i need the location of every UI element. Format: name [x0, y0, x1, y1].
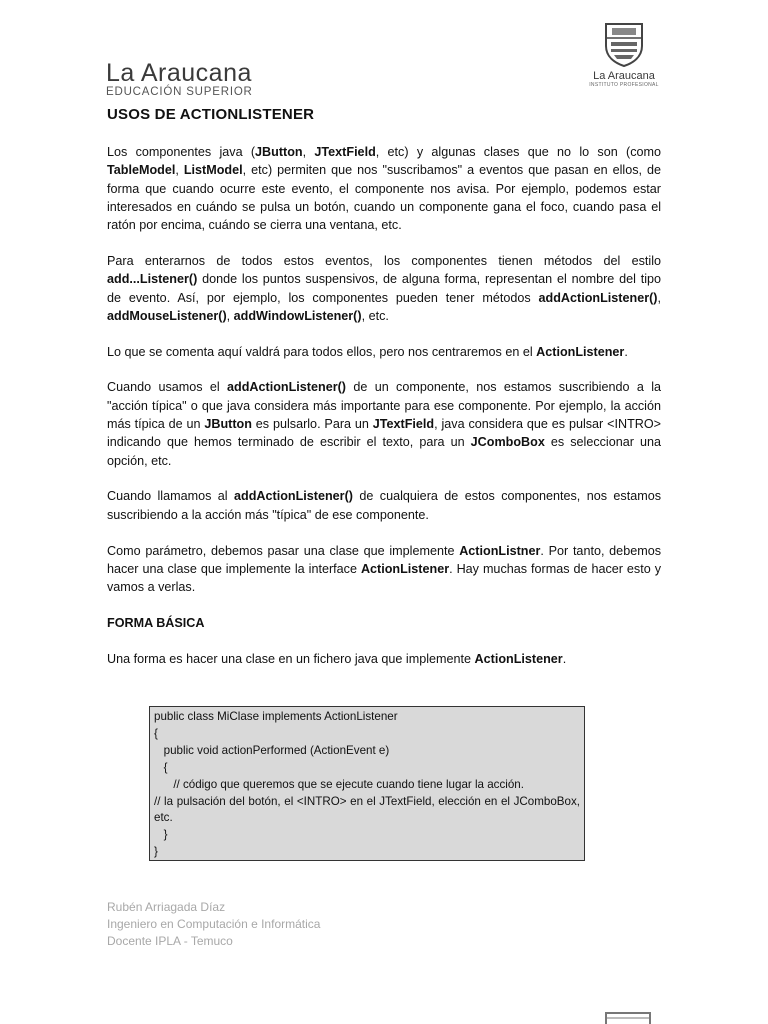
bottom-logo-fragment-icon: [600, 1010, 656, 1024]
right-logo: [582, 22, 666, 88]
code-line: // la pulsación del botón, el <INTRO> en el JTextField, elección en el JComboBox, etc.: [154, 794, 580, 825]
code-line: {: [154, 726, 158, 740]
document-body: [107, 143, 661, 686]
left-logo-brand: La Araucana: [106, 59, 252, 87]
right-logo-subtitle: INSTITUTO PROFESIONAL: [589, 82, 659, 88]
left-logo-subtitle: EDUCACIÓN SUPERIOR: [106, 86, 253, 98]
paragraph-4: Cuando usamos el addActionListener() de un componente, nos estamos suscribiendo a la "acción típica" o que java considera más importante para ese componente. Por ejemplo, la acción más típica de un JButton es pulsarlo. Para un JTextField, java considera que es pulsar <INTRO> indicando que hemos terminado de escribir el texto, para un JComboBox es seleccionar una opción, etc.: [107, 380, 662, 468]
author-position: Docente IPLA - Temuco: [107, 934, 233, 948]
author-role: Ingeniero en Computación e Informática: [107, 917, 321, 931]
code-line: {: [154, 760, 168, 774]
code-line: }: [154, 828, 168, 842]
section-heading: FORMA BÁSICA: [107, 615, 205, 630]
page-title: USOS DE ACTIONLISTENER: [107, 106, 315, 123]
code-block: [149, 706, 585, 861]
code-line: public class MiClase implements ActionListener: [154, 710, 398, 723]
code-line: // código que queremos que se ejecute cuando tiene lugar la acción.: [154, 777, 524, 791]
code-line: }: [154, 845, 158, 859]
paragraph-6: Como parámetro, debemos pasar una clase que implemente ActionListner. Por tanto, debemos hacer una clase que implemente la interface ActionListener. Hay muchas formas de hacer esto y vamos a verlas.: [107, 543, 661, 595]
paragraph-5: Cuando llamamos al addActionListener() de cualquiera de estos componentes, nos estamos suscribiendo a la acción más "típica" de ese componente.: [107, 489, 662, 522]
paragraph-7: Una forma es hacer una clase en un fichero java que implemente ActionListener.: [107, 652, 567, 667]
paragraph-2: Para enterarnos de todos estos eventos, los componentes tienen métodos del estilo add...Listener() donde los puntos suspensivos, de alguna forma, representan el nombre del tipo de evento. Así, por ejemplo, los componentes pueden tener métodos addActionListener(), addMouseListener(), addWindowListener(), etc.: [107, 253, 661, 323]
paragraph-3: Lo que se comenta aquí valdrá para todos ellos, pero nos centraremos en el ActionListener.: [107, 344, 628, 359]
left-logo: [106, 60, 256, 99]
paragraph-1: Los componentes java (JButton, JTextField, etc) y algunas clases que no lo son (como TableModel, ListModel, etc) permiten que nos "suscribamos" a eventos que pasan en ellos, de forma que cuando ocurre este evento, el componente nos avisa. Por ejemplo, podemos estar interesados en cuándo se pulsa un botón, cuando un componente gana el foco, cuando pasa el ratón por encima, cuándo se cierra una ventana, etc.: [107, 145, 662, 233]
author-name: Rubén Arriagada Díaz: [107, 900, 226, 914]
author-footer: [107, 899, 320, 950]
shield-icon: [603, 22, 645, 68]
code-line: public void actionPerformed (ActionEvent e): [154, 743, 390, 757]
right-logo-name: La Araucana: [593, 70, 655, 82]
